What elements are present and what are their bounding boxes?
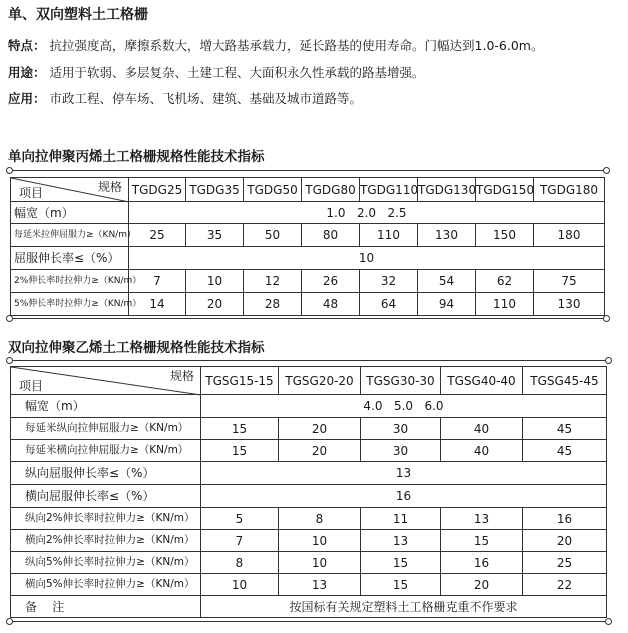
merged-value: 16 (201, 485, 607, 508)
table-cell: 54 (418, 270, 476, 293)
table-cell: 8 (279, 508, 361, 530)
table1 (10, 177, 605, 316)
table-row (11, 530, 607, 552)
table1-corner-spec: 规格 (97, 180, 122, 194)
table1-col-header: TGDG35 (186, 178, 244, 202)
row-label: 横向屈服伸长率≤（%） (11, 485, 201, 508)
table1-col-header: TGDG110 (360, 178, 418, 202)
application-paragraph (8, 89, 362, 107)
features-text: 抗拉强度高，摩擦系数大，增大路基承载力，延长路基的使用寿命。门幅达到1.0-6.0m。 (49, 38, 544, 53)
table-cell: 15 (201, 418, 279, 440)
table1-bottom-rule (12, 318, 606, 319)
table2-top-rule (12, 360, 608, 361)
table-cell: 25 (129, 224, 186, 247)
rule-end-dot (6, 618, 13, 625)
row-label: 2%伸长率时拉伸力≥（KN/m） (11, 270, 129, 293)
table2-corner-spec: 规格 (169, 369, 194, 383)
row-label: 每延米纵向拉伸屈服力≥（KN/m） (11, 418, 201, 440)
table-row (11, 574, 607, 596)
rule-end-dot (6, 167, 13, 174)
table-cell: 50 (244, 224, 302, 247)
row-label: 横向2%伸长率时拉伸力≥（KN/m） (11, 530, 201, 552)
table-cell: 13 (279, 574, 361, 596)
table2-title: 双向拉伸聚乙烯土工格栅规格性能技术指标 (8, 340, 265, 356)
usage-paragraph (8, 63, 425, 81)
table2-bottom-rule (12, 621, 608, 622)
table-cell: 110 (476, 293, 534, 316)
table-cell: 20 (279, 440, 361, 462)
table-cell: 35 (186, 224, 244, 247)
row-label: 屈服伸长率≤（%） (11, 247, 129, 270)
table-row (11, 552, 607, 574)
merged-value: 13 (201, 462, 607, 485)
table-cell: 94 (418, 293, 476, 316)
table-cell: 13 (361, 530, 441, 552)
table-row (11, 224, 605, 247)
table-row (11, 247, 605, 270)
features-paragraph (8, 36, 543, 54)
merged-value: 10 (129, 247, 605, 270)
merged-value: 4.0 5.0 6.0 (201, 395, 607, 418)
table-cell: 14 (129, 293, 186, 316)
table1-corner-item: 项目 (19, 186, 44, 200)
table-row (11, 508, 607, 530)
table-row (11, 293, 605, 316)
rule-end-dot (605, 618, 612, 625)
table1-col-header: TGDG25 (129, 178, 186, 202)
table-cell: 110 (360, 224, 418, 247)
table-cell: 64 (360, 293, 418, 316)
table2-col-header: TGSG40-40 (441, 367, 523, 395)
table-row (11, 418, 607, 440)
row-label: 备 注 (11, 596, 201, 618)
row-label: 纵向2%伸长率时拉伸力≥（KN/m） (11, 508, 201, 530)
row-label: 每延米横向拉伸屈服力≥（KN/m） (11, 440, 201, 462)
table1-col-header: TGDG150 (476, 178, 534, 202)
table-cell: 80 (302, 224, 360, 247)
row-label: 纵向屈服伸长率≤（%） (11, 462, 201, 485)
table-cell: 130 (534, 293, 605, 316)
row-label: 5%伸长率时拉伸力≥（KN/m） (11, 293, 129, 316)
table2-col-header: TGSG30-30 (361, 367, 441, 395)
usage-text: 适用于软弱、多层复杂、土建工程、大面积永久性承载的路基增强。 (49, 65, 425, 80)
table2-col-header: TGSG15-15 (201, 367, 279, 395)
table-cell: 15 (361, 552, 441, 574)
table-cell: 8 (201, 552, 279, 574)
rule-end-dot (6, 315, 13, 322)
table-cell: 12 (244, 270, 302, 293)
table2-corner-item: 项目 (19, 379, 44, 393)
table1-top-rule (12, 170, 606, 171)
table-cell: 16 (441, 552, 523, 574)
table-row (11, 395, 607, 418)
table-cell: 20 (523, 530, 607, 552)
table-cell: 10 (201, 574, 279, 596)
table1-title: 单向拉伸聚丙烯土工格栅规格性能技术指标 (8, 149, 265, 165)
table-cell: 11 (361, 508, 441, 530)
table-cell: 10 (279, 552, 361, 574)
merged-value: 1.0 2.0 2.5 (129, 202, 605, 224)
table1-col-header: TGDG80 (302, 178, 360, 202)
table-cell: 180 (534, 224, 605, 247)
table-cell: 20 (279, 418, 361, 440)
application-text: 市政工程、停车场、飞机场、建筑、基础及城市道路等。 (49, 91, 363, 106)
table-cell: 20 (186, 293, 244, 316)
table-cell: 7 (201, 530, 279, 552)
table2-col-header: TGSG20-20 (279, 367, 361, 395)
usage-label: 用途： (8, 65, 46, 80)
table-cell: 10 (279, 530, 361, 552)
table-cell: 40 (441, 440, 523, 462)
table-cell: 30 (361, 440, 441, 462)
table-row (11, 202, 605, 224)
table-cell: 13 (441, 508, 523, 530)
table-row (11, 462, 607, 485)
table-cell: 22 (523, 574, 607, 596)
rule-end-dot (603, 167, 610, 174)
table-cell: 15 (441, 530, 523, 552)
table-cell: 10 (186, 270, 244, 293)
rule-end-dot (605, 357, 612, 364)
table-cell: 48 (302, 293, 360, 316)
table2-col-header: TGSG45-45 (523, 367, 607, 395)
table-cell: 25 (523, 552, 607, 574)
table-cell: 28 (244, 293, 302, 316)
table-cell: 15 (201, 440, 279, 462)
table-cell: 30 (361, 418, 441, 440)
rule-end-dot (603, 315, 610, 322)
table1-col-header: TGDG50 (244, 178, 302, 202)
table-cell: 7 (129, 270, 186, 293)
table-cell: 16 (523, 508, 607, 530)
table-cell: 32 (360, 270, 418, 293)
table-cell: 62 (476, 270, 534, 293)
table-cell: 75 (534, 270, 605, 293)
page-title: 单、双向塑料土工格栅 (8, 7, 148, 23)
table-cell: 45 (523, 418, 607, 440)
table2 (10, 366, 607, 618)
table2-corner-cell (11, 367, 201, 395)
table-cell: 15 (361, 574, 441, 596)
row-label: 每延米拉伸屈服力≥（KN/m） (11, 224, 129, 247)
application-label: 应用： (8, 91, 46, 106)
table-cell: 20 (441, 574, 523, 596)
table-row (11, 596, 607, 618)
table-cell: 40 (441, 418, 523, 440)
row-label: 幅宽（m） (11, 395, 201, 418)
table-cell: 26 (302, 270, 360, 293)
table-cell: 5 (201, 508, 279, 530)
merged-value: 按国标有关规定塑料土工格栅克重不作要求 (201, 596, 607, 618)
table-cell: 45 (523, 440, 607, 462)
table1-corner-cell (11, 178, 129, 202)
table-cell: 130 (418, 224, 476, 247)
row-label: 横向5%伸长率时拉伸力≥（KN/m） (11, 574, 201, 596)
table1-col-header: TGDG180 (534, 178, 605, 202)
table-cell: 150 (476, 224, 534, 247)
row-label: 幅宽（m） (11, 202, 129, 224)
rule-end-dot (6, 357, 13, 364)
table-row (11, 440, 607, 462)
table-row (11, 485, 607, 508)
row-label: 纵向5%伸长率时拉伸力≥（KN/m） (11, 552, 201, 574)
features-label: 特点： (8, 38, 46, 53)
table1-col-header: TGDG130 (418, 178, 476, 202)
table-row (11, 270, 605, 293)
